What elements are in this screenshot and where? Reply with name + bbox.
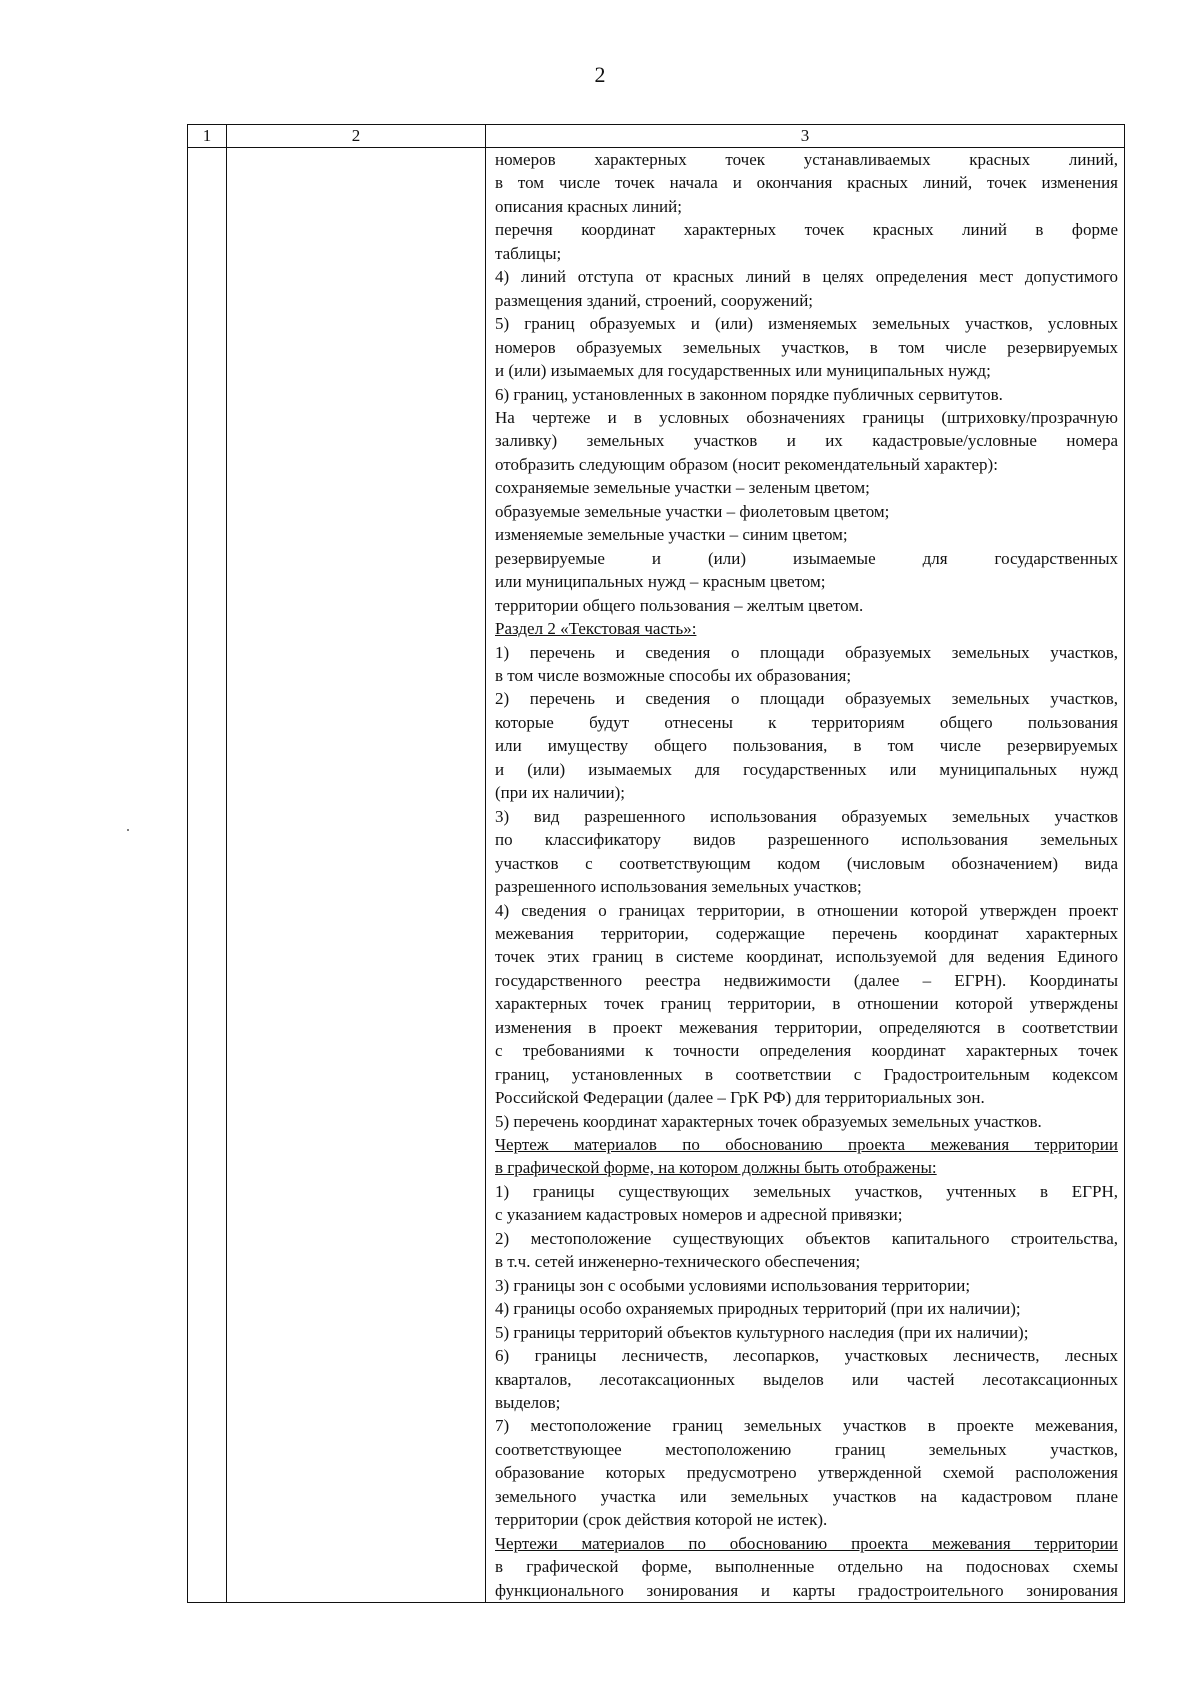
text-line: 5) границы территорий объектов культурного наследия (при их наличии); [495,1322,1029,1342]
text-line: 1) перечень и сведения о площади образуемых земельных участков, [495,642,1118,662]
text-line: 5) перечень координат характерных точек образуемых земельных участков. [495,1111,1042,1131]
text-line: или имуществу общего пользования, в том числе резервируемых [495,736,1118,756]
text-line: кварталов, лесотаксационных выделов или частей лесотаксационных [495,1369,1118,1389]
text-line: соответствующее местоположению границ земельных участков, [495,1439,1118,1459]
cell-col-2 [227,148,486,1603]
text-line: изменения в проект межевания территории, определяются в соответствии [495,1017,1118,1037]
text-line: межевания территории, содержащие перечень координат характерных [495,923,1118,943]
page-number: 2 [594,62,606,87]
text-line: Чертеж материалов по обоснованию проекта межевания территории [495,1135,1118,1155]
text-line: разрешенного использования земельных участков; [495,877,862,897]
text-line: 2) местоположение существующих объектов капитального строительства, [495,1228,1118,1248]
text-line: территории общего пользования – желтым цветом. [495,595,864,615]
text-line: образуемые земельные участки – фиолетовым цветом; [495,501,890,521]
text-line: 3) границы зон с особыми условиями использования территории; [495,1275,971,1295]
text-line: отобразить следующим образом (носит рекомендательный характер): [495,454,998,474]
text-line: образование которых предусмотрено утвержденной схемой расположения [495,1463,1118,1483]
text-line: резервируемые и (или) изымаемые для государственных [495,548,1118,568]
text-line: с требованиями к точности определения координат характерных точек [495,1041,1118,1061]
text-line: заливку) земельных участков и их кадастровые/условные номера [495,431,1118,451]
text-line: 1) границы существующих земельных участков, учтенных в ЕГРН, [495,1181,1118,1201]
text-line: в графической форме, на котором должны быть отображены: [495,1158,937,1178]
text-line: земельного участка или земельных участков на кадастровом плане [495,1486,1118,1506]
table-header-row [188,125,1125,148]
text-line: территории (срок действия которой не истек). [495,1510,828,1530]
cell-col-3-text [486,148,1125,1603]
text-line: (при их наличии); [495,783,625,803]
text-line: и (или) изымаемых для государственных или муниципальных нужд [495,759,1118,779]
text-line: 4) сведения о границах территории, в отношении которой утвержден проект [495,900,1118,920]
header-col-3: 3 [486,125,1125,148]
text-line: в графической форме, выполненные отдельно на подосновах схемы [495,1557,1118,1577]
text-line: в том числе точек начала и окончания красных линий, точек изменения [495,173,1118,193]
text-line: номеров характерных точек устанавливаемых красных линий, [495,150,1118,169]
text-line: На чертеже и в условных обозначениях границы (штриховку/прозрачную [495,407,1118,427]
text-line: функционального зонирования и карты градостроительного зонирования [495,1580,1118,1600]
text-line: границ, установленных в соответствии с Градостроительным кодексом [495,1064,1118,1084]
text-line: 7) местоположение границ земельных участков в проекте межевания, [495,1416,1118,1436]
text-line: 2) перечень и сведения о площади образуемых земельных участков, [495,689,1118,709]
text-line: и (или) изымаемых для государственных или муниципальных нужд; [495,361,991,381]
text-line: в т.ч. сетей инженерно-технического обеспечения; [495,1252,861,1272]
text-line: или муниципальных нужд – красным цветом; [495,572,826,592]
header-col-1: 1 [188,125,227,148]
text-line: размещения зданий, строений, сооружений; [495,290,814,310]
text-line: участков с соответствующим кодом (числовым обозначением) вида [495,853,1118,873]
text-line: таблицы; [495,243,562,263]
text-line: характерных точек границ территории, в отношении которой утверждены [495,994,1118,1014]
text-line: с указанием кадастровых номеров и адресной привязки; [495,1205,903,1225]
text-line: точек этих границ в системе координат, используемой для ведения Единого [495,947,1118,967]
text-line: государственного реестра недвижимости (далее – ЕГРН). Координаты [495,970,1118,990]
text-line: 5) границ образуемых и (или) изменяемых земельных участков, условных [495,314,1118,334]
header-col-2: 2 [227,125,486,148]
text-line: Раздел 2 «Текстовая часть»: [495,619,697,639]
text-line: номеров образуемых земельных участков, в том числе резервируемых [495,337,1118,357]
text-line: изменяемые земельные участки – синим цветом; [495,525,848,545]
text-line: выделов; [495,1393,561,1413]
text-line: по классификатору видов разрешенного использования земельных [495,830,1118,850]
text-line: в том числе возможные способы их образования; [495,665,852,685]
text-line: которые будут отнесены к территориям общего пользования [495,712,1118,732]
text-line: 4) линий отступа от красных линий в целях определения мест допустимого [495,267,1118,287]
text-line: описания красных линий; [495,196,682,216]
cell-col-1 [188,148,227,1603]
text-line: сохраняемые земельные участки – зеленым цветом; [495,478,870,498]
text-line: Российской Федерации (далее – ГрК РФ) для территориальных зон. [495,1088,985,1108]
requirements-table [187,124,1125,1603]
scan-speck [127,829,129,831]
text-line: 6) границ, установленных в законном порядке публичных сервитутов. [495,384,1003,404]
text-line: 3) вид разрешенного использования образуемых земельных участков [495,806,1118,826]
text-line: 6) границы лесничеств, лесопарков, участковых лесничеств, лесных [495,1346,1118,1366]
text-line: Чертежи материалов по обоснованию проекта межевания территории [495,1533,1118,1553]
table-row [188,148,1125,1603]
text-line: 4) границы особо охраняемых природных территорий (при их наличии); [495,1299,1021,1319]
text-line: перечня координат характерных точек красных линий в форме [495,220,1118,240]
